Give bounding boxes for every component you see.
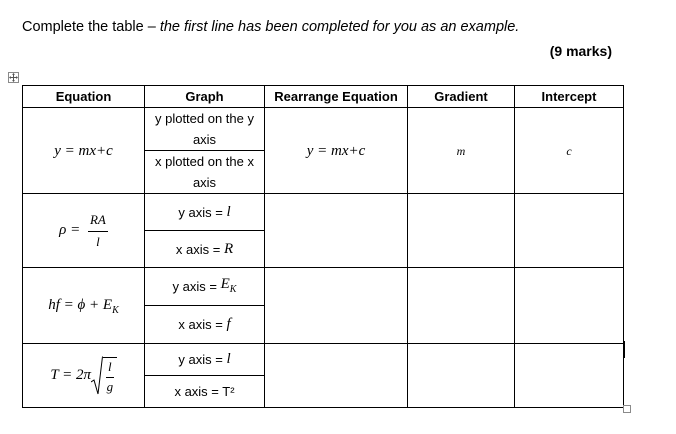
gradient-cell[interactable]: [408, 194, 515, 268]
graph-x-axis[interactable]: [145, 230, 264, 267]
graph-cell: [145, 268, 265, 344]
graph-x-label: x axis =: [178, 317, 223, 332]
text-cursor: [624, 341, 625, 358]
graph-x-label: x axis =: [175, 241, 221, 257]
header-equation: Equation: [23, 86, 145, 108]
graph-x-axis[interactable]: x plotted on the x axis: [145, 150, 264, 193]
fraction-numerator: l: [106, 358, 114, 378]
fraction-numerator: RA: [88, 212, 108, 232]
equation-text: y = mx+c: [54, 142, 113, 159]
table-row: [23, 344, 624, 408]
rearranged-cell[interactable]: [265, 108, 408, 194]
header-intercept: Intercept: [515, 86, 624, 108]
table-header-row: [23, 86, 624, 108]
equation-lhs: T = 2π: [50, 366, 92, 383]
move-arrows-icon[interactable]: [8, 72, 19, 83]
intercept-cell[interactable]: [515, 108, 624, 194]
graph-y-label: y axis =: [178, 204, 223, 220]
gradient-cell[interactable]: [408, 344, 515, 408]
fraction-denominator: g: [106, 378, 114, 394]
graph-y-label: y axis =: [172, 279, 217, 294]
rearranged-cell[interactable]: [265, 268, 408, 344]
graph-cell: [145, 194, 265, 268]
intercept-cell[interactable]: [515, 194, 624, 268]
graph-y-axis[interactable]: y plotted on the y axis: [154, 111, 254, 147]
intercept-cell[interactable]: [515, 268, 624, 344]
graph-y-axis[interactable]: [145, 268, 264, 305]
equation-fraction: [88, 212, 108, 250]
table-row: [23, 108, 624, 194]
equation-subscript: K: [112, 304, 119, 316]
intercept-text: c: [566, 143, 572, 158]
graph-y-var-letter: E: [220, 275, 230, 292]
equation-cell[interactable]: [23, 268, 145, 344]
intercept-cell[interactable]: [515, 344, 624, 408]
header-gradient: Gradient: [408, 86, 515, 108]
equation-text: [48, 296, 119, 316]
graph-y-axis[interactable]: [145, 194, 264, 230]
fraction-denominator: l: [96, 233, 100, 249]
header-rearrange: Rearrange Equation: [265, 86, 408, 108]
graph-x-axis[interactable]: [145, 305, 264, 343]
radical-sign-icon: [91, 356, 103, 396]
graph-x-var: R: [223, 240, 234, 257]
instruction-prefix: Complete the table –: [22, 19, 160, 35]
instruction-italic: the first line has been completed for you as an example.: [159, 19, 520, 35]
equation-table: [22, 85, 624, 408]
graph-y-label: y axis =: [178, 352, 223, 367]
graph-x-axis[interactable]: x axis = T²: [145, 375, 264, 407]
header-graph: Graph: [145, 86, 265, 108]
rearranged-text: y = mx+c: [306, 142, 366, 159]
graph-y-var: l: [226, 351, 231, 367]
rearranged-cell[interactable]: [265, 344, 408, 408]
graph-cell: [145, 344, 265, 408]
table-row: [23, 194, 624, 268]
square-root: [91, 356, 117, 396]
instruction-text: [22, 19, 519, 35]
graph-x-var: f: [226, 316, 231, 332]
gradient-cell[interactable]: [408, 108, 515, 194]
equation-cell[interactable]: [23, 194, 145, 268]
graph-y-var: l: [226, 203, 231, 220]
resize-square-icon[interactable]: [623, 405, 631, 413]
marks-label: (9 marks): [549, 43, 612, 59]
equation-text: [59, 211, 108, 249]
rearranged-cell[interactable]: [265, 194, 408, 268]
graph-y-var: [221, 274, 237, 300]
graph-y-axis[interactable]: [145, 344, 264, 375]
equation-text: [50, 358, 116, 394]
graph-y-subscript: K: [229, 283, 237, 295]
equation-cell[interactable]: [23, 344, 145, 408]
gradient-text: m: [456, 143, 466, 158]
table-row: [23, 268, 624, 344]
equation-lhs: hf = ϕ + E: [48, 296, 113, 313]
equation-cell[interactable]: [23, 108, 145, 194]
equation-lhs: ρ =: [59, 221, 81, 238]
gradient-cell[interactable]: [408, 268, 515, 344]
graph-cell: [145, 108, 265, 194]
